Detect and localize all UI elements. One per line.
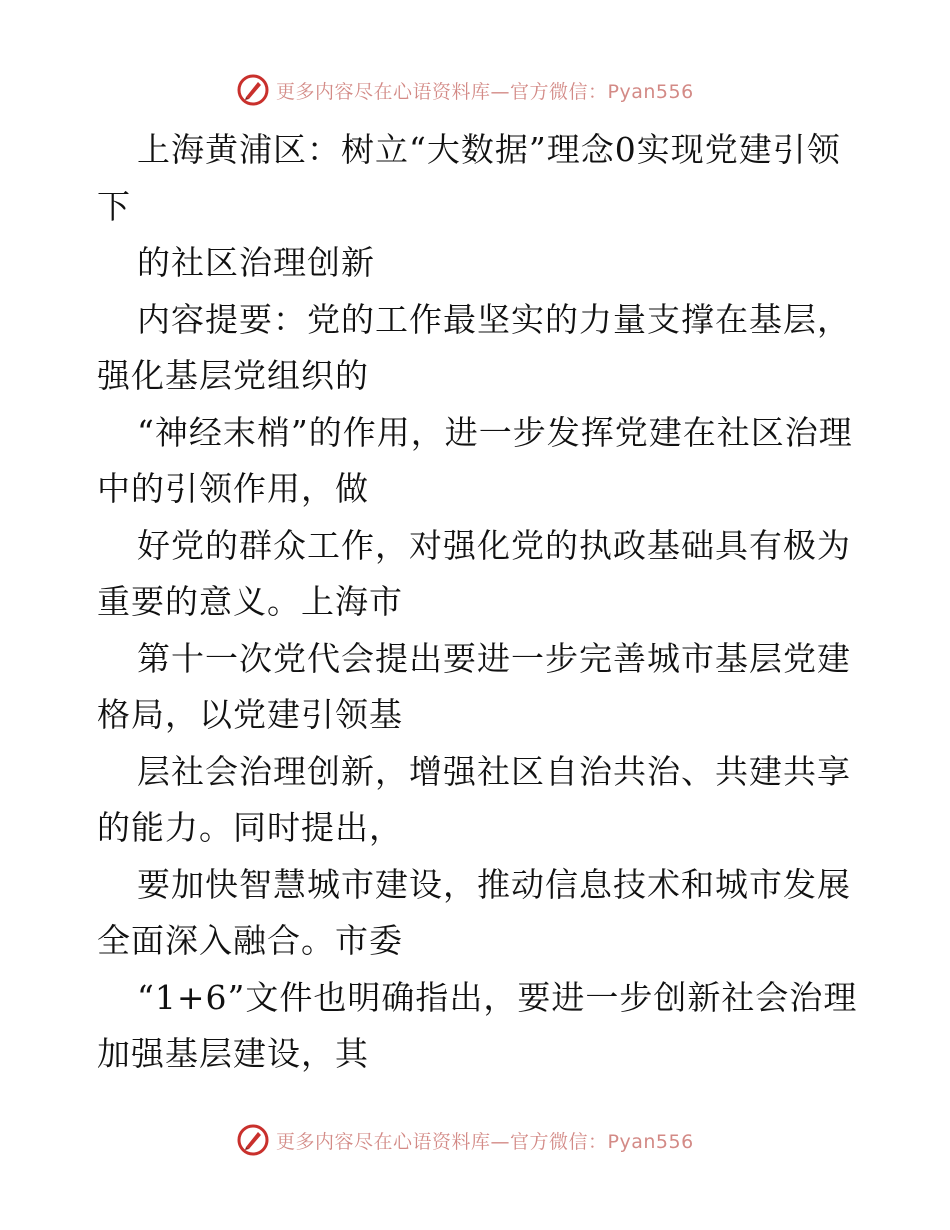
document-body bbox=[97, 122, 867, 1083]
footer-watermark bbox=[236, 1122, 694, 1158]
paragraph: 好党的群众工作，对强化党的执政基础具有极为重要的意义。上海市 bbox=[97, 525, 851, 621]
paragraph: “1+6”文件也明确指出，要进一步创新社会治理加强基层建设，其 bbox=[97, 977, 858, 1073]
pen-logo-icon bbox=[236, 73, 270, 107]
paragraph: 要加快智慧城市建设，推动信息技术和城市发展全面深入融合。市委 bbox=[97, 864, 851, 960]
paragraph: 的社区治理创新 bbox=[137, 243, 375, 282]
paragraph: 上海黄浦区：树立“大数据”理念0实现党建引领下 bbox=[97, 130, 841, 226]
pen-logo-icon bbox=[236, 1123, 270, 1157]
paragraph: 第十一次党代会提出要进一步完善城市基层党建格局，以党建引领基 bbox=[97, 638, 851, 734]
paragraph: “神经末梢”的作用，进一步发挥党建在社区治理中的引领作用，做 bbox=[97, 412, 853, 508]
paragraph: 层社会治理创新，增强社区自治共治、共建共享的能力。同时提出， bbox=[97, 751, 851, 847]
paragraph: 内容提要：党的工作最坚实的力量支撑在基层，强化基层党组织的 bbox=[97, 299, 851, 395]
watermark-text: 更多内容尽在心语资料库—官方微信：Pyan556 bbox=[276, 1130, 694, 1153]
header-watermark bbox=[236, 72, 694, 108]
watermark-text: 更多内容尽在心语资料库—官方微信：Pyan556 bbox=[276, 80, 694, 103]
